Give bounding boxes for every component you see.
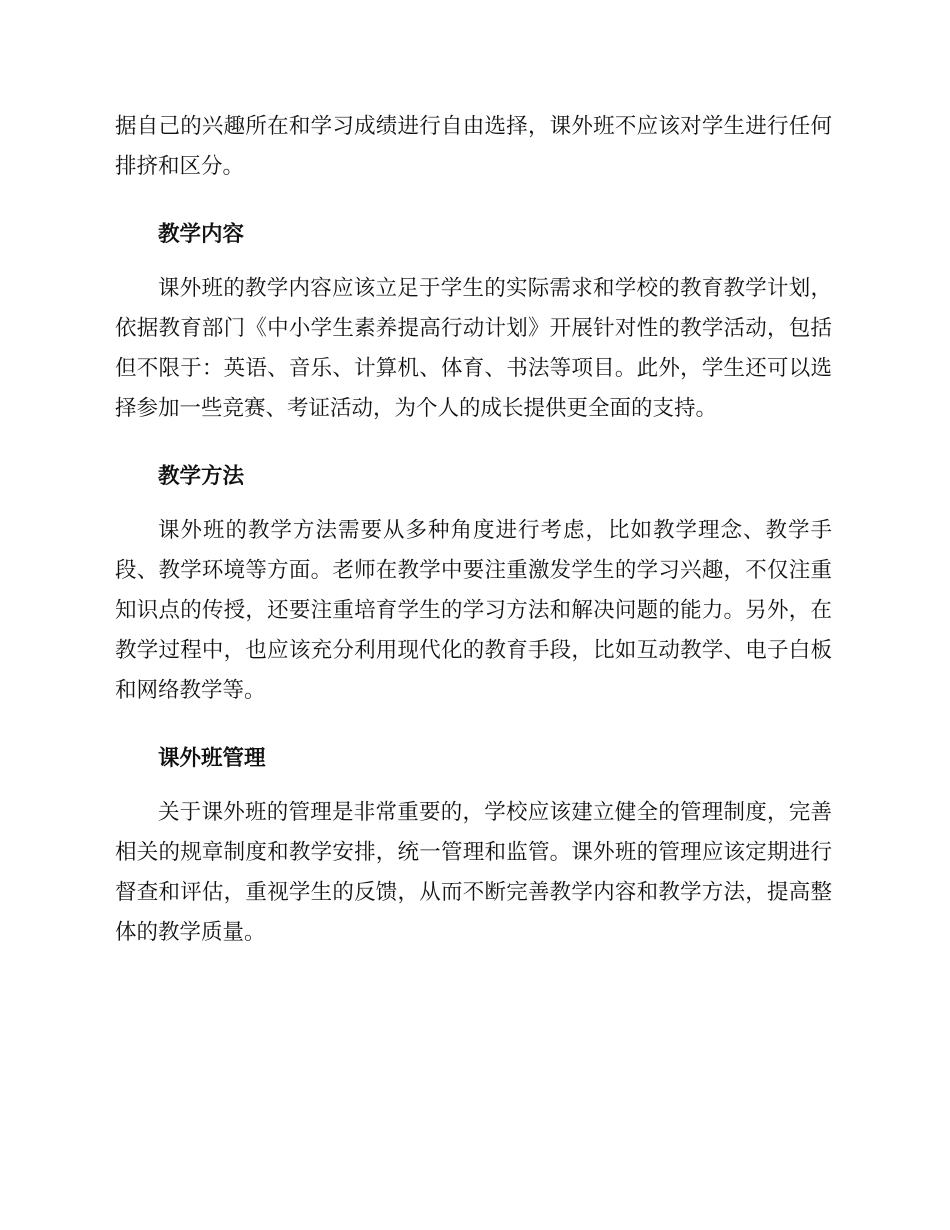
section-heading-teaching-content: 教学内容 bbox=[158, 222, 245, 247]
section-heading-teaching-methods: 教学方法 bbox=[158, 464, 245, 489]
section-body-teaching-content: 课外班的教学内容应该立足于学生的实际需求和学校的教育教学计划，依据教育部门《中小学生素养提高行动计划》开展针对性的教学活动，包括但不限于：英语、音乐、计算机、体育、书法等项目。此外，学生还可以选择参加一些竞赛、考证活动，为个人的成长提供更全面的支持。 bbox=[115, 276, 832, 421]
section-body-teaching-methods: 课外班的教学方法需要从多种角度进行考虑，比如教学理念、教学手段、教学环境等方面。老师在教学中要注重激发学生的学习兴趣，不仅注重知识点的传授，还要注重培育学生的学习方法和解决问题的能力。另外，在教学过程中，也应该充分利用现代化的教育手段，比如互动教学、电子白板和网络教学等。 bbox=[115, 518, 832, 703]
section-body-class-management: 关于课外班的管理是非常重要的，学校应该建立健全的管理制度，完善相关的规章制度和教学安排，统一管理和监管。课外班的管理应该定期进行督查和评估，重视学生的反馈，从而不断完善教学内容和教学方法，提高整体的教学质量。 bbox=[115, 800, 832, 945]
section-heading-class-management: 课外班管理 bbox=[158, 746, 266, 771]
intro-paragraph: 据自己的兴趣所在和学习成绩进行自由选择，课外班不应该对学生进行任何排挤和区分。 bbox=[115, 114, 832, 179]
